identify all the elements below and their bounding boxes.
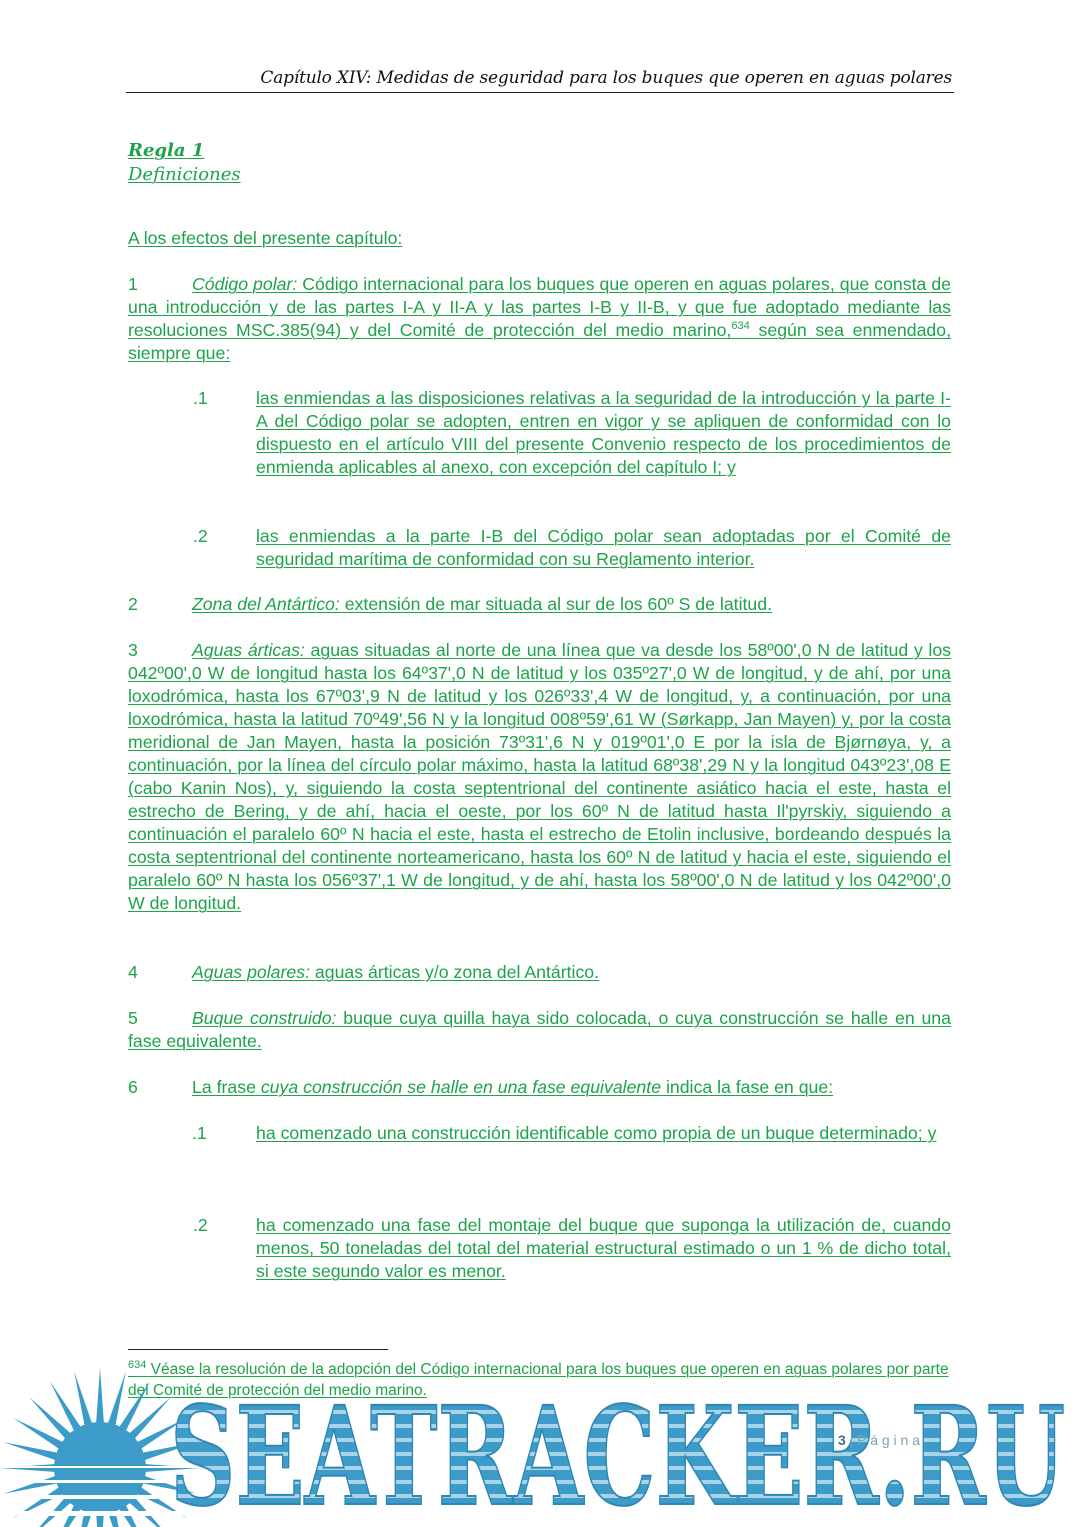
definition-text-tail: según sea enmendado, siempre que: [128, 320, 951, 363]
definition-text: indica la fase en que: [661, 1077, 834, 1097]
definition-2 [128, 593, 951, 616]
subitem-text: las enmiendas a las disposiciones relativas a la seguridad de la introducción y la parte I-A del Código polar se adopten, entren en vigor y se apliquen de conformidad con lo dispuesto en el artículo VIII del presente Convenio respecto de los procedimientos de enmienda aplicables al anexo, con excepción del capítulo I; y [256, 388, 951, 477]
rule-number: Regla 1 [128, 140, 205, 161]
subitem-6-2 [193, 1214, 951, 1283]
definition-text: buque cuya quilla haya sido colocada, o cuya construcción se halle en una fase equivalente. [128, 1008, 951, 1051]
subitem-1-1 [193, 387, 951, 479]
definition-text: Código internacional para los buques que operen en aguas polares, que consta de una introducción y de las partes I-A y II-A y las partes I-B y II-B, y que fue adoptado mediante las resoluciones MSC.385(94) y del Comité de protección del medio marino, [128, 274, 951, 340]
definition-5 [128, 1007, 951, 1053]
definition-term: Aguas árticas: [192, 640, 305, 660]
subitem-1-2 [193, 525, 951, 571]
footnote-number: 634 [128, 1358, 147, 1371]
sun-ray [3, 1442, 58, 1460]
footnote-divider [128, 1349, 388, 1350]
subitem-text: las enmiendas a la parte I-B del Código polar sean adoptadas por el Comité de seguridad marítima de conformidad con su Reglamento interior. [256, 526, 951, 569]
subitem-6-1 [128, 1122, 951, 1145]
definition-number: 3 [128, 640, 138, 660]
page-number-separator: | [845, 1432, 858, 1448]
footnote-reference[interactable]: 634 [731, 320, 750, 333]
sun-ray [96, 1368, 104, 1424]
watermark [160, 1372, 1080, 1522]
definition-number: 2 [128, 594, 138, 614]
definition-6 [128, 1076, 951, 1099]
definition-term: Código polar: [192, 274, 298, 294]
sun-ray [29, 1397, 72, 1440]
watermark-text: SEATRACKER.RU [170, 1377, 1065, 1522]
subitem-text: ha comenzado una fase del montaje del buque que suponga la utilización de, cuando menos, 50 toneladas del total del material estructural estimado o un 1 % de dicho total, si este segundo valor es menor. [256, 1215, 951, 1281]
definition-text: extensión de mar situada al sur de los 60º S de latitud. [339, 594, 773, 614]
definition-lead: La frase [192, 1077, 261, 1097]
definition-4 [128, 961, 951, 984]
definition-number: 6 [128, 1077, 138, 1097]
definition-term: cuya construcción se halle en una fase equivalente [260, 1077, 662, 1097]
header-title: Capítulo XIV: Medidas de seguridad para los buques que operen en aguas polares [260, 68, 952, 88]
definition-1 [128, 273, 951, 365]
page-number [838, 1432, 920, 1448]
definition-term: Zona del Antártico: [192, 594, 340, 614]
sun-ray [108, 1371, 126, 1426]
page-label: P á g i n a [857, 1432, 921, 1448]
definition-number: 1 [128, 274, 138, 294]
definition-number: 4 [128, 962, 138, 982]
intro-paragraph: A los efectos del presente capítulo: [128, 228, 403, 248]
header-divider [126, 92, 954, 93]
definition-number: 5 [128, 1008, 138, 1028]
definition-3 [128, 639, 951, 915]
subitem-tag: .2 [193, 526, 208, 546]
sun-ray [3, 1476, 58, 1494]
definition-text: aguas situadas al norte de una línea que va desde los 58º00',0 N de latitud y los 042º00',0 W de longitud hasta los 64º37',0 N de latitud y los 035º27',0 W de longitud, y de ahí, por una loxodrómica, hasta los 67º03',9 N de latitud y los 026º33',4 W de longitud, y, a continuación, por una loxodrómica, hasta la latitud 70º49',56 N y la longitud 008º59',61 W (Sørkapp, Jan Mayen) y, por la costa meridional de Jan Mayen, hasta la posición 73º31',6 N y 019º01',0 E por la isla de Bjørnøya, y, a continuación, por la línea del círculo polar máximo, hasta la latitud 68º38',29 N y la longitud 043º23',08 E (cabo Kanin Nos), y, siguiendo la costa septentrional del continente asiático hacia el este, hasta el estrecho de Bering, y de ahí, hacia el oeste, por los 60º N de latitud hasta Il'pyrskiy, siguiendo a continuación el paralelo 60º N hacia el este, hasta el estrecho de Etolin inclusive, bordeando después la costa septentrional del continente norteamericano, hasta los 60º N de latitud y hacia el este, siguiendo el paralelo 60º N hasta los 056º37',1 W de longitud, y de ahí, hasta los 58º00',0 N de latitud y los 042º00',0 W de longitud. [128, 640, 952, 913]
definition-term: Aguas polares: [192, 962, 310, 982]
rule-title: Definiciones [128, 164, 241, 185]
definition-term: Buque construido: [192, 1008, 337, 1028]
footnote-text: Véase la resolución de la adopción del Código internacional para los buques que operen en aguas polares por parte del Comité de protección del medio marino. [128, 1361, 949, 1399]
subitem-tag: .1 [192, 1123, 207, 1143]
page-number-value: 3 [838, 1432, 846, 1448]
subitem-tag: .1 [193, 388, 208, 408]
subitem-tag: .2 [193, 1215, 208, 1235]
definition-text: aguas árticas y/o zona del Antártico. [310, 962, 600, 982]
subitem-text: ha comenzado una construcción identificable como propia de un buque determinado; y [256, 1123, 937, 1143]
sun-ray [74, 1371, 92, 1426]
